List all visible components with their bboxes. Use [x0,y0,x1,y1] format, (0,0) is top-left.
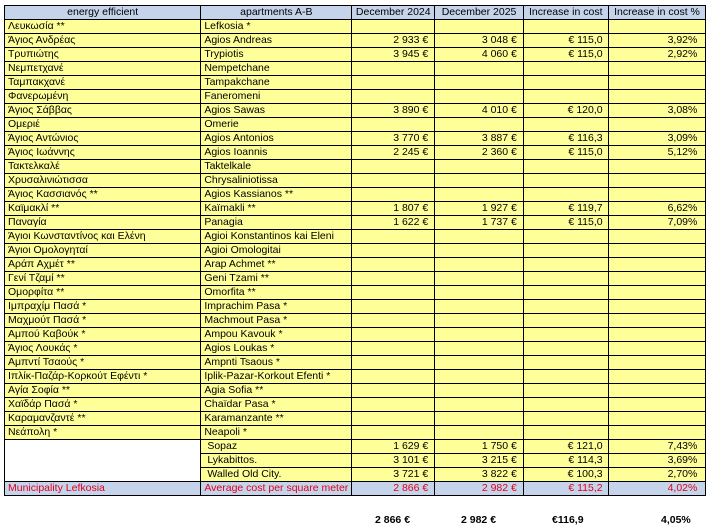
dec-2024-cell[interactable] [352,300,435,314]
increase-cost-cell[interactable]: € 120,0 [523,104,608,118]
dec-2025-cell[interactable] [435,398,524,412]
greek-name-cell[interactable]: Νεάπολη * [5,426,201,440]
pct-cell[interactable]: 2,70% [608,468,706,482]
row-edge [706,342,721,356]
dec-2024-cell[interactable]: 3 945 € [352,48,435,62]
row-edge [706,48,721,62]
dec-2024-cell[interactable]: 1 622 € [352,216,435,230]
dec-2024-cell[interactable] [352,328,435,342]
dec-2025-cell[interactable] [435,412,524,426]
greek-name-cell[interactable]: Νεμπετχανέ [5,62,201,76]
row-edge [706,272,721,286]
table-row [5,48,721,62]
increase-pct-cell[interactable] [608,286,706,300]
table-row [5,244,721,258]
increase-pct-cell[interactable] [608,118,706,132]
greek-name-cell[interactable]: Λευκωσία ** [5,20,201,34]
table-row [5,20,721,34]
dec-2025-cell[interactable]: 1 737 € [435,216,524,230]
row-edge [706,202,721,216]
table-row [5,328,721,342]
row-edge [706,76,721,90]
greek-name-cell[interactable]: Ιμπραχίμ Πασά * [5,300,201,314]
greek-name-cell[interactable]: Άγιος Αντώνιος [5,132,201,146]
increase-cost-cell[interactable]: € 115,0 [523,216,608,230]
latin-name-cell[interactable]: Ampou Kavouk * [201,328,352,342]
row-edge [706,328,721,342]
increase-pct-cell[interactable] [608,20,706,34]
latin-name-cell[interactable]: Omorfita ** [201,286,352,300]
row-edge [706,286,721,300]
latin-name-cell[interactable]: Agios Antonios [201,132,352,146]
latin-name-cell[interactable]: Agios Kassianos ** [201,188,352,202]
latin-name-cell[interactable]: Walled Old City. [201,468,352,482]
increase-pct-cell[interactable]: 7,09% [608,216,706,230]
increase-pct-cell[interactable] [608,314,706,328]
greek-name-cell[interactable]: Χαϊδάρ Πασά * [5,398,201,412]
table-body [5,20,721,496]
row-edge [706,160,721,174]
summary-latin-cell[interactable]: Average cost per square meter [201,482,352,496]
increase-cost-cell[interactable] [523,118,608,132]
dec-2024-cell[interactable] [352,412,435,426]
table-row [5,132,721,146]
increase-cost-cell[interactable]: € 115,0 [523,48,608,62]
table-row [5,440,721,454]
increase-pct-cell[interactable] [608,370,706,384]
increase-cost-cell[interactable]: € 119,7 [523,202,608,216]
increase-pct-cell[interactable] [608,244,706,258]
row-edge [706,258,721,272]
summary-row [5,482,721,496]
table-row [5,258,721,272]
row-edge [706,384,721,398]
greek-name-cell[interactable]: Χρυσαλινιώτισσα [5,174,201,188]
increase-cost-cell[interactable] [523,328,608,342]
increase-cost-cell[interactable] [523,76,608,90]
row-edge [706,440,721,454]
increase-cost-cell[interactable] [523,384,608,398]
row-edge [706,146,721,160]
row-edge [706,356,721,370]
increase-cost-cell[interactable] [523,174,608,188]
row-edge [706,412,721,426]
dec-2024-cell[interactable] [352,370,435,384]
column-header[interactable]: apartments A-B [201,6,352,20]
column-header[interactable]: December 2024 [352,6,435,20]
increase-cost-cell[interactable] [523,62,608,76]
summary-pct-cell[interactable]: 4,02% [608,482,706,496]
summary-d2024-cell[interactable]: 2 866 € [352,482,435,496]
column-header[interactable]: Increase in cost [523,6,608,20]
latin-name-cell[interactable]: Chrysaliniotissa [201,174,352,188]
dec-2025-cell[interactable] [435,328,524,342]
dec-2024-cell[interactable]: 3 890 € [352,104,435,118]
dec-2025-cell[interactable] [435,20,524,34]
greek-name-cell[interactable]: Ομορφίτα ** [5,286,201,300]
dec-2025-cell[interactable] [435,272,524,286]
row-edge [706,314,721,328]
row-edge [706,34,721,48]
dec-2025-cell[interactable] [435,314,524,328]
increase-cost-cell[interactable] [523,160,608,174]
increase-pct-cell[interactable] [608,188,706,202]
summary-d2025-cell[interactable]: 2 982 € [435,482,524,496]
dec-2024-cell[interactable] [352,118,435,132]
row-edge [706,188,721,202]
table-row [5,412,721,426]
increase-cost-cell[interactable] [523,356,608,370]
greek-name-cell[interactable]: Άγιος Ανδρέας [5,34,201,48]
column-header[interactable]: energy efficient [5,6,201,20]
row-edge [706,118,721,132]
table-row [5,300,721,314]
table-row [5,230,721,244]
increase-cost-cell[interactable] [523,20,608,34]
dec-2025-cell[interactable] [435,188,524,202]
greek-name-cell[interactable]: Αράπ Αχμέτ ** [5,258,201,272]
greek-name-cell[interactable] [5,454,201,468]
table-row [5,90,721,104]
greek-name-cell[interactable]: Ομεριέ [5,118,201,132]
dec-2025-cell[interactable]: 4 060 € [435,48,524,62]
dec-2024-cell[interactable] [352,342,435,356]
greek-name-cell[interactable]: Άγιοι Ομολογηταί [5,244,201,258]
row-edge [706,62,721,76]
increase-cost-cell[interactable] [523,272,608,286]
dec-2024-cell[interactable] [352,188,435,202]
increase-pct-cell[interactable] [608,174,706,188]
dec-2025-cell[interactable] [435,356,524,370]
increase-cost-cell[interactable] [523,426,608,440]
greek-name-cell[interactable]: Αμπντί Τσαούς * [5,356,201,370]
latin-name-cell[interactable]: Taktelkale [201,160,352,174]
table-row [5,174,721,188]
dec-2025-cell[interactable] [435,286,524,300]
latin-name-cell[interactable]: Kaïmakli ** [201,202,352,216]
table-row [5,272,721,286]
dec-2024-cell[interactable] [352,258,435,272]
cut-off-row [4,514,720,527]
table-row [5,384,721,398]
row-edge [706,104,721,118]
greek-name-cell[interactable]: Αγία Σοφία ** [5,384,201,398]
increase-cost-cell[interactable] [523,398,608,412]
cut-d2025: 2 982 € [461,514,497,526]
latin-name-cell[interactable]: Omerie [201,118,352,132]
d2025-cell[interactable]: 3 822 € [435,468,524,482]
d2024-cell[interactable]: 3 101 € [352,454,435,468]
pct-cell[interactable]: 7,43% [608,440,706,454]
greek-name-cell[interactable] [5,468,201,482]
dec-2025-cell[interactable] [435,300,524,314]
increase-pct-cell[interactable]: 6,62% [608,202,706,216]
latin-name-cell[interactable]: Tampakchane [201,76,352,90]
column-header[interactable]: Increase in cost % [608,6,706,20]
increase-pct-cell[interactable]: 3,08% [608,104,706,118]
table-row [5,356,721,370]
increase-cost-cell[interactable]: € 115,0 [523,146,608,160]
cost-cell[interactable]: € 114,3 [523,454,608,468]
greek-name-cell[interactable]: Καϊμακλί ** [5,202,201,216]
greek-name-cell[interactable]: Άγιος Σάββας [5,104,201,118]
dec-2025-cell[interactable] [435,258,524,272]
increase-pct-cell[interactable]: 5,12% [608,146,706,160]
row-edge [706,20,721,34]
latin-name-cell[interactable]: Neapoli * [201,426,352,440]
row-edge [706,370,721,384]
table-row [5,314,721,328]
table-row [5,426,721,440]
latin-name-cell[interactable]: Agioi Omologitai [201,244,352,258]
table-row [5,370,721,384]
greek-name-cell[interactable]: Άγιοι Κωνσταντίνος και Ελένη [5,230,201,244]
table-row [5,216,721,230]
cost-cell[interactable]: € 121,0 [523,440,608,454]
table-row [5,118,721,132]
table-row [5,76,721,90]
row-edge [706,174,721,188]
increase-pct-cell[interactable] [608,62,706,76]
dec-2025-cell[interactable] [435,384,524,398]
row-edge [706,300,721,314]
table-row [5,468,721,482]
dec-2024-cell[interactable]: 2 245 € [352,146,435,160]
cut-d2024: 2 866 € [375,514,411,526]
d2025-cell[interactable]: 3 215 € [435,454,524,468]
increase-pct-cell[interactable] [608,412,706,426]
greek-name-cell[interactable]: Αμπού Καβούκ * [5,328,201,342]
row-edge [706,230,721,244]
dec-2025-cell[interactable] [435,370,524,384]
increase-cost-cell[interactable] [523,286,608,300]
latin-name-cell[interactable]: Panagia [201,216,352,230]
dec-2024-cell[interactable] [352,20,435,34]
dec-2025-cell[interactable] [435,160,524,174]
latin-name-cell[interactable]: Chaïdar Pasa * [201,398,352,412]
greek-name-cell[interactable]: Ταμπακχανέ [5,76,201,90]
cut-cost: €116,9 [552,514,584,526]
greek-name-cell[interactable]: Ιπλίκ-Παζάρ-Κορκούτ Εφέντι * [5,370,201,384]
latin-name-cell[interactable]: Sopaz [201,440,352,454]
increase-pct-cell[interactable] [608,398,706,412]
dec-2025-cell[interactable] [435,62,524,76]
increase-pct-cell[interactable]: 3,09% [608,132,706,146]
increase-pct-cell[interactable]: 2,92% [608,48,706,62]
dec-2024-cell[interactable] [352,314,435,328]
dec-2025-cell[interactable]: 3 048 € [435,34,524,48]
dec-2025-cell[interactable] [435,342,524,356]
table-row [5,160,721,174]
dec-2025-cell[interactable] [435,174,524,188]
row-edge [706,132,721,146]
latin-name-cell[interactable]: Agioi Konstantinos kai Eleni [201,230,352,244]
table-row [5,286,721,300]
greek-name-cell[interactable]: Άγιος Λουκάς * [5,342,201,356]
dec-2024-cell[interactable] [352,272,435,286]
table-row [5,454,721,468]
cut-pct: 4,05% [661,514,691,526]
latin-name-cell[interactable]: Machmout Pasa * [201,314,352,328]
d2024-cell[interactable]: 1 629 € [352,440,435,454]
increase-pct-cell[interactable] [608,328,706,342]
latin-name-cell[interactable]: Agios Ioannis [201,146,352,160]
dec-2024-cell[interactable] [352,384,435,398]
header-row [5,6,721,20]
dec-2025-cell[interactable] [435,230,524,244]
increase-pct-cell[interactable] [608,230,706,244]
latin-name-cell[interactable]: Karamanzante ** [201,412,352,426]
latin-name-cell[interactable]: Agia Sofia ** [201,384,352,398]
table-row [5,188,721,202]
row-edge [706,90,721,104]
cost-cell[interactable]: € 100,3 [523,468,608,482]
dec-2024-cell[interactable] [352,356,435,370]
increase-pct-cell[interactable] [608,90,706,104]
latin-name-cell[interactable]: Agios Sawas [201,104,352,118]
increase-cost-cell[interactable] [523,300,608,314]
latin-name-cell[interactable]: Geni Tzami ** [201,272,352,286]
increase-cost-cell[interactable] [523,90,608,104]
table-row [5,146,721,160]
table-row [5,398,721,412]
table-row [5,104,721,118]
table-row [5,202,721,216]
latin-name-cell[interactable]: Lefkosia * [201,20,352,34]
d2025-cell[interactable]: 1 750 € [435,440,524,454]
increase-pct-cell[interactable] [608,426,706,440]
increase-cost-cell[interactable] [523,258,608,272]
row-edge [706,482,721,496]
d2024-cell[interactable]: 3 721 € [352,468,435,482]
latin-name-cell[interactable]: Arap Achmet ** [201,258,352,272]
summary-cost-cell[interactable]: € 115,2 [523,482,608,496]
row-edge [706,244,721,258]
price-table [4,5,721,496]
column-header-blank [706,6,721,20]
latin-name-cell[interactable]: Agios Loukas * [201,342,352,356]
increase-cost-cell[interactable] [523,188,608,202]
latin-name-cell[interactable]: Agios Andreas [201,34,352,48]
dec-2024-cell[interactable] [352,286,435,300]
dec-2024-cell[interactable] [352,62,435,76]
dec-2024-cell[interactable] [352,174,435,188]
row-edge [706,454,721,468]
column-header[interactable]: December 2025 [435,6,524,20]
dec-2024-cell[interactable] [352,160,435,174]
dec-2024-cell[interactable]: 3 770 € [352,132,435,146]
dec-2025-cell[interactable]: 4 010 € [435,104,524,118]
dec-2024-cell[interactable]: 2 933 € [352,34,435,48]
dec-2025-cell[interactable] [435,244,524,258]
dec-2024-cell[interactable] [352,398,435,412]
row-edge [706,398,721,412]
row-edge [706,426,721,440]
greek-name-cell[interactable]: Μαχμούτ Πασά * [5,314,201,328]
greek-name-cell[interactable]: Άγιος Ιωάννης [5,146,201,160]
dec-2024-cell[interactable] [352,230,435,244]
increase-cost-cell[interactable] [523,314,608,328]
greek-name-cell[interactable] [5,440,201,454]
dec-2024-cell[interactable] [352,76,435,90]
increase-pct-cell[interactable] [608,384,706,398]
row-edge [706,468,721,482]
table-row [5,342,721,356]
increase-pct-cell[interactable] [608,76,706,90]
increase-cost-cell[interactable]: € 115,0 [523,34,608,48]
increase-cost-cell[interactable]: € 116,3 [523,132,608,146]
increase-pct-cell[interactable]: 3,92% [608,34,706,48]
increase-pct-cell[interactable] [608,258,706,272]
greek-name-cell[interactable]: Παναγία [5,216,201,230]
dec-2025-cell[interactable] [435,118,524,132]
dec-2024-cell[interactable] [352,90,435,104]
greek-name-cell[interactable]: Καραμανζαντέ ** [5,412,201,426]
latin-name-cell[interactable]: Trypiotis [201,48,352,62]
increase-pct-cell[interactable] [608,342,706,356]
latin-name-cell[interactable]: Imprachim Pasa * [201,300,352,314]
dec-2025-cell[interactable] [435,426,524,440]
increase-cost-cell[interactable] [523,244,608,258]
greek-name-cell[interactable]: Άγιος Κασσιανός ** [5,188,201,202]
greek-name-cell[interactable]: Τρυπιώτης [5,48,201,62]
greek-name-cell[interactable]: Φανερωμένη [5,90,201,104]
table-row [5,62,721,76]
increase-cost-cell[interactable] [523,370,608,384]
dec-2025-cell[interactable] [435,90,524,104]
dec-2025-cell[interactable]: 1 927 € [435,202,524,216]
row-edge [706,216,721,230]
dec-2025-cell[interactable] [435,76,524,90]
greek-name-cell[interactable]: Γενί Τζαμί ** [5,272,201,286]
pct-cell[interactable]: 3,69% [608,454,706,468]
latin-name-cell[interactable]: Ampnti Tsaous * [201,356,352,370]
increase-pct-cell[interactable] [608,160,706,174]
dec-2024-cell[interactable] [352,244,435,258]
greek-name-cell[interactable]: Τακτελκαλέ [5,160,201,174]
latin-name-cell[interactable]: Faneromeni [201,90,352,104]
increase-pct-cell[interactable] [608,300,706,314]
latin-name-cell[interactable]: Nempetchane [201,62,352,76]
latin-name-cell[interactable]: Iplik-Pazar-Korkout Efenti * [201,370,352,384]
table-row [5,34,721,48]
increase-cost-cell[interactable] [523,412,608,426]
summary-greek-cell[interactable]: Municipality Lefkosia [5,482,201,496]
dec-2025-cell[interactable]: 2 360 € [435,146,524,160]
latin-name-cell[interactable]: Lykabittos. [201,454,352,468]
dec-2025-cell[interactable]: 3 887 € [435,132,524,146]
increase-cost-cell[interactable] [523,342,608,356]
increase-pct-cell[interactable] [608,272,706,286]
increase-cost-cell[interactable] [523,230,608,244]
dec-2024-cell[interactable] [352,426,435,440]
increase-pct-cell[interactable] [608,356,706,370]
dec-2024-cell[interactable]: 1 807 € [352,202,435,216]
